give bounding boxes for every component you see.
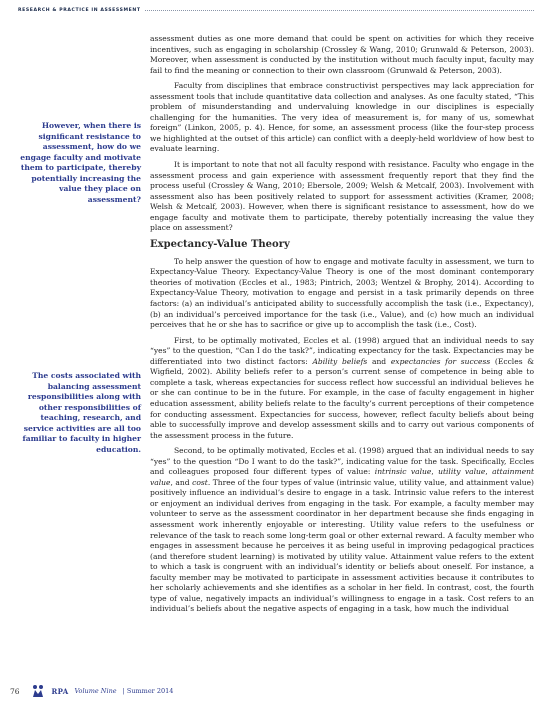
paragraph: It is important to note that not all faculty respond with resistance. Faculty who engage in the assessment process and gain experience with assessment frequently report that they find the process useful (Crossley & Wang, 2010; Ebersole, 2009; Welsh & Metcalf, 2003). Involvement with assessment also has been positively related to support for assessment activities (Kramer, 2008; Welsh & Metcalf, 2003). However, when there is significant resistance to assessment, how do we engage faculty and motivate them to participate, thereby potentially increasing the value they place on assessment? (150, 160, 534, 233)
running-head-text: RESEARCH & PRACTICE IN ASSESSMENT (18, 8, 141, 13)
pull-quote-2: The costs associated with balancing assessment responsibilities along with other responsibilities of teaching, research, and service activities are all too familiar to faculty in higher education. (22, 371, 141, 454)
term-emphasis: cost (192, 477, 208, 487)
text-run: First, to be optimally motivated, Eccles et al. (1998) argued that an individual needs to say “yes” to the question, “Can I do the task?”, indicating expectancy for the task. Expectancies may be differentiated into two distinct factors: (150, 335, 534, 366)
logo-text: RPA (51, 686, 69, 696)
paragraph: To help answer the question of how to engage and motivate faculty in assessment, we turn to Expectancy-Value Theory. Expectancy-Value Theory is one of the most dominant contemporary theories of motivation (Eccles et al., 1983; Pintrich, 2003; Wentzel & Brophy, 2014). According to Expectancy-Value Theory, motivation to engage and persist in a task primarily depends on three factors: (a) an individual’s anticipated ability to successfully accomplish the task (i.e., Expectancy), (b) an individual’s perceived importance for the task (i.e., Value), and (c) how much an individual perceives that he or she has to sacrifice or give up to accomplish the task (i.e., Cost). (150, 256, 534, 330)
journal-issue: | Summer 2014 (122, 687, 174, 695)
term-emphasis: expectancies for success (390, 356, 491, 366)
text-run: Second, to be optimally motivated, Eccles et al. (1998) argued that an individual needs to say “yes” to the question “Do I want to do the task?”, indicating value for the task. Specifically, Eccles and colleagues proposed four different types of value: (150, 446, 534, 477)
term-emphasis: Ability beliefs (312, 356, 368, 366)
text-run: , (431, 467, 439, 477)
journal-volume: Volume Nine (74, 687, 117, 695)
term-emphasis: intrinsic value (374, 467, 432, 477)
page-footer (10, 684, 173, 698)
article-body (150, 34, 534, 684)
rpa-logo-icon (30, 684, 46, 698)
text-run: . Three of the four types of value (intrinsic value, utility value, and attainment value) positively influence an individual’s desire to engage in a task. Intrinsic value refers to the interest or enjoyment an individual derives from engaging in the task. For example, a faculty member may volunteer to serve as the assessment coordinator in her department because she finds engaging in assessment work inherently enjoyable or interesting. Utility value refers to the usefulness or relevance of the task to reach some long-term goal or other external reward. A faculty member who engages in assessment because he perceives it as being useful in improving pedagogical practices (and therefore student learning) is motivated by utility value. Attainment value refers to the extent to which a task is congruent with an individual’s identity or beliefs about oneself. For instance, a faculty member may be motivated to participate in assessment activities because it contributes to her scholarly achievements and she identifies as a scholar in her field. In contrast, cost, the fourth type of value, negatively impacts an individual’s willingness to engage in a task. Cost refers to an individual’s beliefs about the negative aspects of engaging in a task, how much the individual (150, 477, 534, 614)
term-emphasis: attainment value (150, 467, 534, 487)
text-run: , and (170, 477, 193, 487)
running-head (18, 8, 534, 13)
text-run: and (367, 356, 391, 366)
text-run: , (485, 467, 493, 477)
term-emphasis: utility value (438, 467, 486, 477)
text-run: (Eccles & Wigfield, 2002). Ability beliefs refer to a person’s current sense of competence in being able to complete a task, whereas expectancies for success reflect how successful an individual believes he or she can continue to be in the future. For example, in the case of faculty engagement in higher education assessment, ability beliefs relate to the faculty’s current perceptions of their competence for conducting assessment. Expectancies for success, however, reflect faculty beliefs about being able to successfully improve and develop assessment skills and to carry out various components of the assessment process in the future. (150, 356, 534, 440)
paragraph (150, 446, 534, 615)
paragraph (150, 336, 534, 441)
section-heading: Expectancy-Value Theory (150, 238, 290, 250)
page-number: 76 (10, 686, 20, 696)
paragraph: Faculty from disciplines that embrace constructivist perspectives may lack appreciation for assessment tools that include quantitative data collection and analyses. As one faculty stated, “This problem of misunderstanding and undervaluing knowledge in our disciplines is especially challenging for the humanities. The very idea of measurement is, for many of us, somewhat foreign” (Linkon, 2005, p. 4). Hence, for some, an assessment process (like the four-step process we highlighted at the outset of this article) can conflict with a deeply-held worldview of how best to evaluate learning. (150, 81, 534, 154)
paragraph-continued: assessment duties as one more demand that could be spent on activities for which they receive incentives, such as engaging in scholarship (Crossley & Wang, 2010; Grunwald & Peterson, 2003). Moreover, when assessment is conducted by the institution without much faculty input, faculty may fail to find the meaning or connection to their own classroom (Grunwald & Peterson, 2003). (150, 34, 534, 75)
running-head-rule (145, 10, 534, 11)
pull-quote-1: However, when there is significant resistance to assessment, how do we engage faculty and motivate them to participate, thereby potentially increasing the value they place on assessment? (20, 121, 141, 204)
